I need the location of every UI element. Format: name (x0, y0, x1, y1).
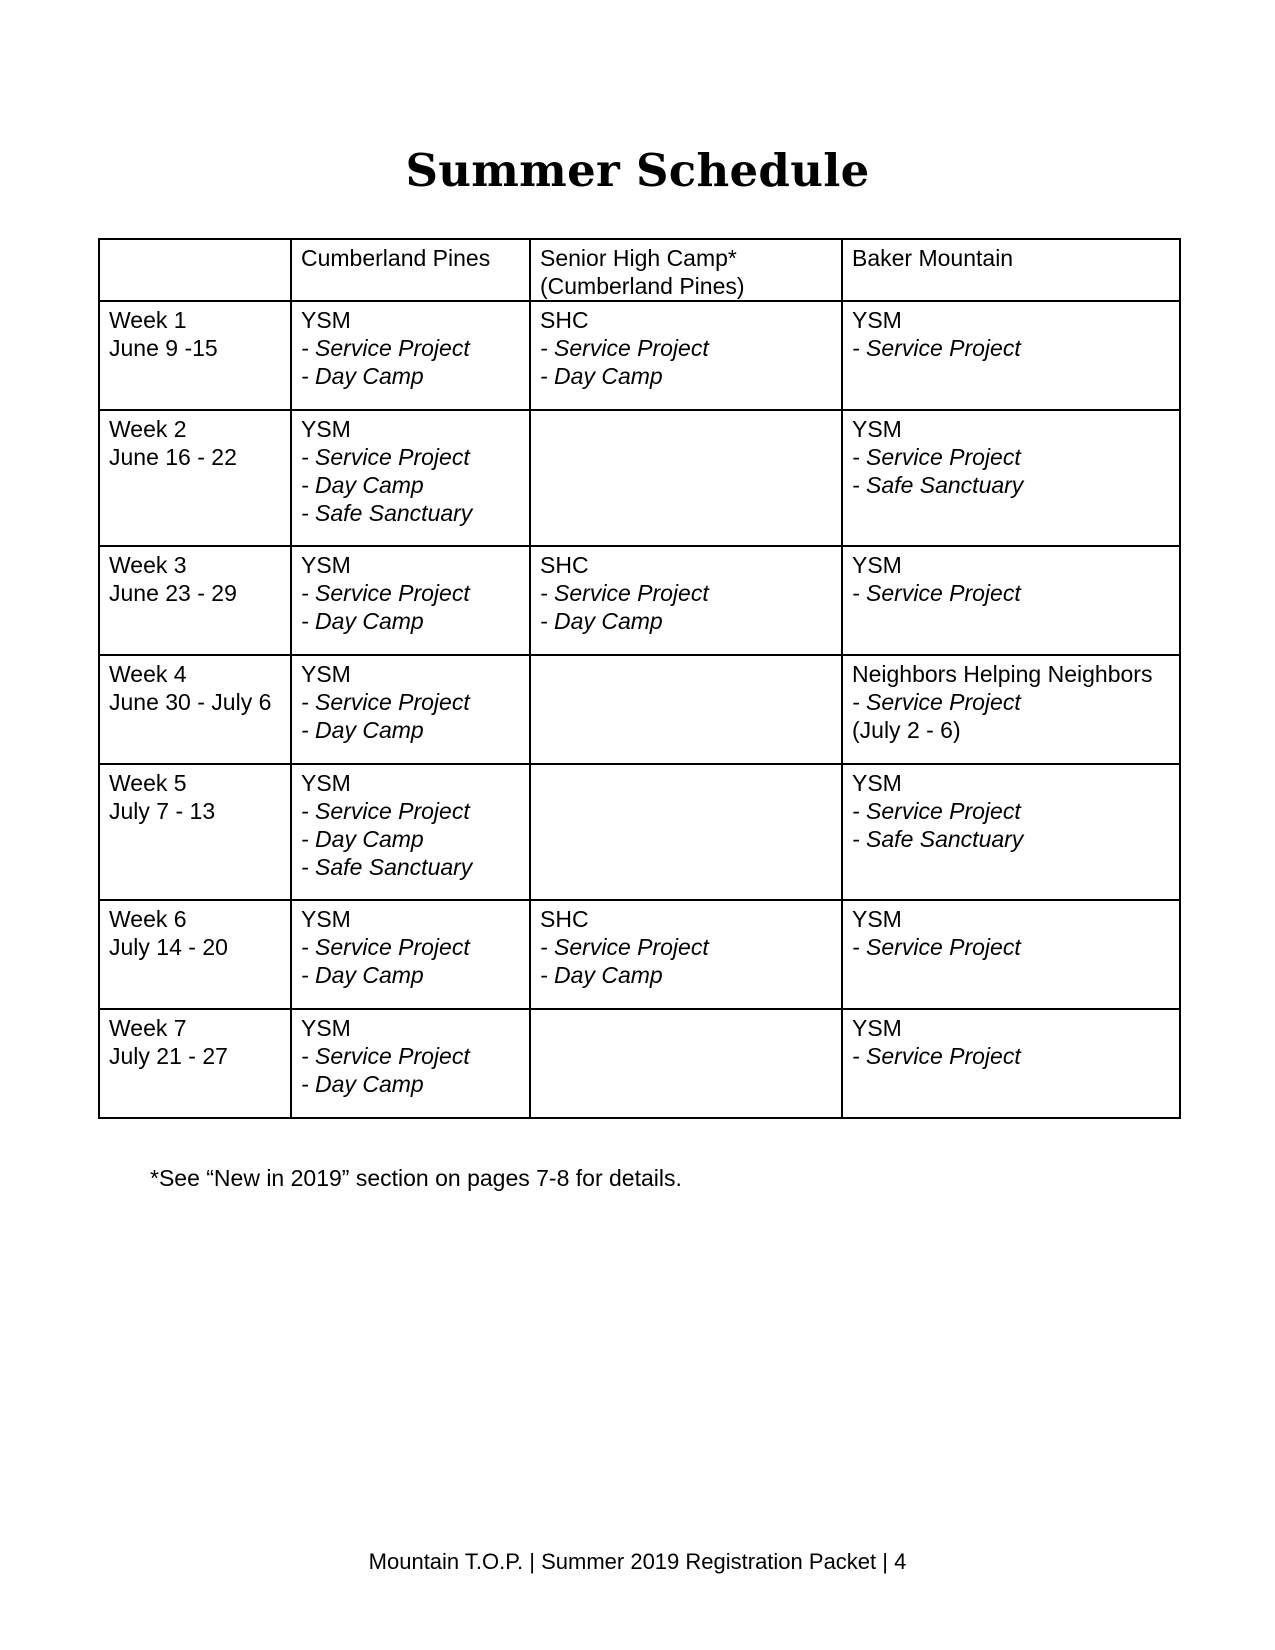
page-footer: Mountain T.O.P. | Summer 2019 Registration Packet | 4 (368, 1549, 907, 1574)
header-cell-baker-mountain (842, 239, 1180, 301)
program-name: YSM (852, 307, 902, 333)
week-dates: July 14 - 20 (109, 934, 228, 960)
week-dates: July 7 - 13 (109, 798, 216, 824)
table-row (99, 546, 1180, 655)
week-cell (99, 546, 291, 655)
week-label: Week 6 (109, 906, 187, 932)
summer-schedule-table (98, 238, 1181, 1119)
schedule-cell-baker-mountain (842, 301, 1180, 410)
program-name: YSM (301, 906, 351, 932)
schedule-cell-senior-high-camp (530, 900, 842, 1009)
schedule-cell-cumberland-pines (291, 546, 530, 655)
schedule-cell-senior-high-camp (530, 410, 842, 546)
activity-item: - Service Project (852, 934, 1021, 960)
activity-item: - Service Project (852, 580, 1021, 606)
program-name: YSM (301, 552, 351, 578)
header-cell-cumberland-pines (291, 239, 530, 301)
week-dates: June 16 - 22 (109, 444, 237, 470)
activity-item: - Service Project (852, 1043, 1021, 1069)
header-label: Cumberland Pines (301, 245, 491, 271)
table-row (99, 301, 1180, 410)
week-cell (99, 410, 291, 546)
schedule-cell-baker-mountain (842, 1009, 1180, 1118)
program-name: Neighbors Helping Neighbors (852, 661, 1153, 687)
activity-item: - Day Camp (540, 962, 663, 988)
week-dates: June 23 - 29 (109, 580, 237, 606)
activity-item: - Service Project (301, 335, 470, 361)
page-title: Summer Schedule (405, 144, 870, 197)
schedule-cell-baker-mountain (842, 410, 1180, 546)
schedule-cell-cumberland-pines (291, 410, 530, 546)
activity-item: - Day Camp (540, 608, 663, 634)
header-label: Baker Mountain (852, 245, 1014, 271)
table-row (99, 655, 1180, 764)
table-row (99, 1009, 1180, 1118)
activity-item: - Safe Sanctuary (852, 472, 1024, 498)
header-row (99, 239, 1180, 301)
header-label: Senior High Camp* (540, 245, 737, 271)
program-name: YSM (301, 661, 351, 687)
schedule-cell-senior-high-camp (530, 764, 842, 900)
week-cell (99, 301, 291, 410)
week-cell (99, 1009, 291, 1118)
week-cell (99, 900, 291, 1009)
header-label: (Cumberland Pines) (540, 273, 745, 299)
activity-item: - Day Camp (301, 717, 424, 743)
schedule-cell-senior-high-camp (530, 1009, 842, 1118)
activity-item: - Day Camp (301, 1071, 424, 1097)
program-name: YSM (852, 770, 902, 796)
table-row (99, 900, 1180, 1009)
program-name: YSM (301, 1015, 351, 1041)
week-label: Week 4 (109, 661, 187, 687)
activity-item: - Day Camp (301, 608, 424, 634)
program-name: YSM (852, 552, 902, 578)
activity-item: - Service Project (540, 934, 709, 960)
activity-item: - Service Project (852, 335, 1021, 361)
week-cell (99, 655, 291, 764)
schedule-cell-cumberland-pines (291, 1009, 530, 1118)
activity-item: - Day Camp (301, 826, 424, 852)
activity-item: - Service Project (852, 798, 1021, 824)
activity-item: - Service Project (301, 934, 470, 960)
header-cell-empty (99, 239, 291, 301)
program-name: YSM (852, 906, 902, 932)
activity-item: - Safe Sanctuary (301, 500, 473, 526)
week-label: Week 2 (109, 416, 187, 442)
program-name: YSM (301, 770, 351, 796)
activity-item: - Service Project (852, 689, 1021, 715)
program-name: YSM (852, 1015, 902, 1041)
activity-item: - Day Camp (301, 363, 424, 389)
program-name: SHC (540, 307, 589, 333)
activity-item: - Service Project (301, 580, 470, 606)
schedule-cell-senior-high-camp (530, 301, 842, 410)
activity-item: - Service Project (852, 444, 1021, 470)
schedule-cell-baker-mountain (842, 546, 1180, 655)
week-dates: July 21 - 27 (109, 1043, 228, 1069)
program-name: YSM (301, 416, 351, 442)
schedule-cell-baker-mountain (842, 764, 1180, 900)
schedule-cell-cumberland-pines (291, 301, 530, 410)
program-name: SHC (540, 552, 589, 578)
schedule-cell-senior-high-camp (530, 546, 842, 655)
footnote: *See “New in 2019” section on pages 7-8 for details. (150, 1165, 682, 1191)
week-cell (99, 764, 291, 900)
week-label: Week 7 (109, 1015, 187, 1041)
week-dates: June 9 -15 (109, 335, 218, 361)
activity-item: - Service Project (301, 444, 470, 470)
date-note: (July 2 - 6) (852, 717, 961, 743)
activity-item: - Day Camp (540, 363, 663, 389)
week-dates: June 30 - July 6 (109, 689, 272, 715)
activity-item: - Service Project (301, 689, 470, 715)
week-label: Week 3 (109, 552, 187, 578)
activity-item: - Service Project (540, 580, 709, 606)
activity-item: - Safe Sanctuary (301, 854, 473, 880)
activity-item: - Day Camp (301, 962, 424, 988)
week-label: Week 5 (109, 770, 187, 796)
header-cell-senior-high-camp (530, 239, 842, 301)
schedule-cell-cumberland-pines (291, 764, 530, 900)
activity-item: - Service Project (301, 798, 470, 824)
program-name: SHC (540, 906, 589, 932)
program-name: YSM (301, 307, 351, 333)
schedule-cell-cumberland-pines (291, 900, 530, 1009)
activity-item: - Service Project (540, 335, 709, 361)
schedule-cell-senior-high-camp (530, 655, 842, 764)
schedule-table-body (99, 239, 1180, 1118)
program-name: YSM (852, 416, 902, 442)
schedule-cell-baker-mountain (842, 900, 1180, 1009)
week-label: Week 1 (109, 307, 187, 333)
schedule-cell-baker-mountain (842, 655, 1180, 764)
activity-item: - Service Project (301, 1043, 470, 1069)
schedule-cell-cumberland-pines (291, 655, 530, 764)
table-row (99, 764, 1180, 900)
activity-item: - Safe Sanctuary (852, 826, 1024, 852)
table-row (99, 410, 1180, 546)
activity-item: - Day Camp (301, 472, 424, 498)
